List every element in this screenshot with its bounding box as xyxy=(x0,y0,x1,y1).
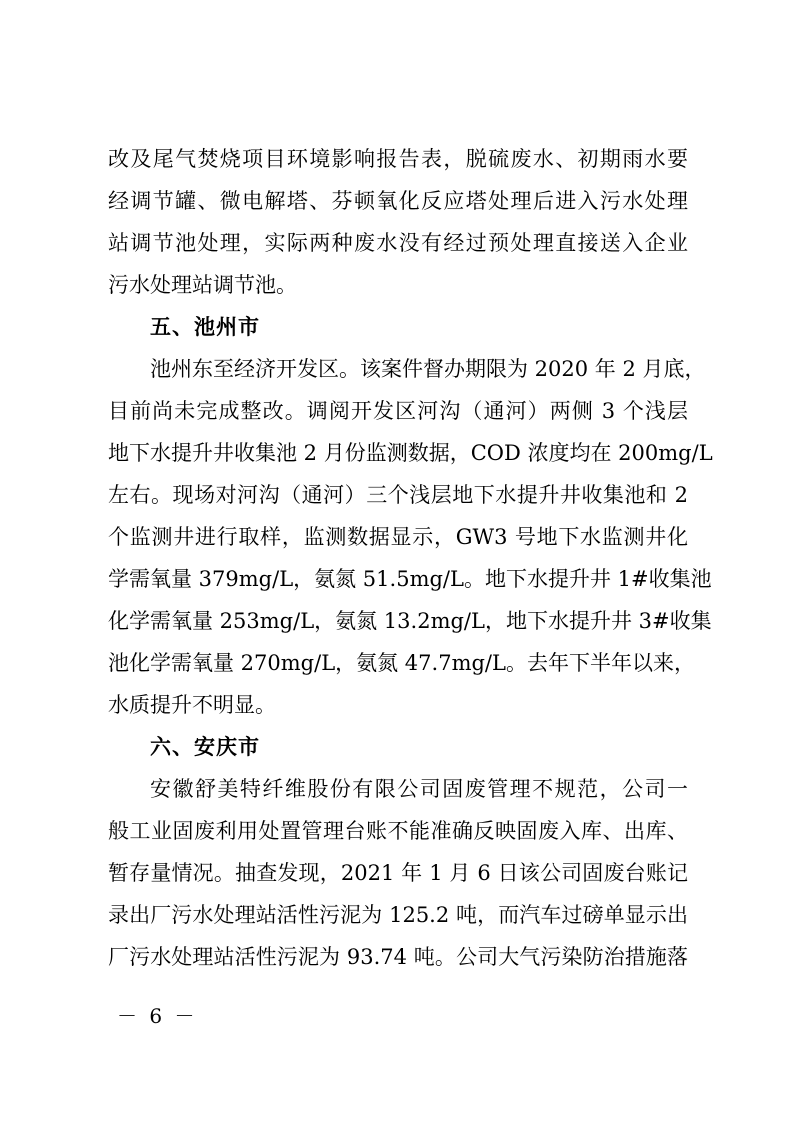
paragraph-line: 目前尚未完成整改。调阅开发区河沟（通河）两侧 3 个浅层 xyxy=(108,399,688,423)
section-heading: 五、池州市 xyxy=(150,315,260,339)
paragraph-line: 学需氧量 379mg/L，氨氮 51.5mg/L。地下水提升井 1#收集池 xyxy=(108,567,712,591)
section-heading: 六、安庆市 xyxy=(150,735,260,759)
paragraph-line: 站调节池处理，实际两种废水没有经过预处理直接送入企业 xyxy=(108,231,688,255)
paragraph-line: 水质提升不明显。 xyxy=(108,693,276,717)
paragraph-line: 化学需氧量 253mg/L，氨氮 13.2mg/L，地下水提升井 3#收集 xyxy=(108,609,712,633)
paragraph-line: 经调节罐、微电解塔、芬顿氧化反应塔处理后进入污水处理 xyxy=(108,189,688,213)
paragraph-line: 暂存量情况。抽查发现，2021 年 1 月 6 日该公司固废台账记 xyxy=(108,861,688,885)
paragraph-line: 安徽舒美特纤维股份有限公司固废管理不规范，公司一 xyxy=(150,777,688,801)
paragraph-line: 厂污水处理站活性污泥为 93.74 吨。公司大气污染防治措施落 xyxy=(108,945,688,969)
paragraph-line: 个监测井进行取样，监测数据显示，GW3 号地下水监测井化 xyxy=(108,525,688,549)
paragraph-line: 般工业固废利用处置管理台账不能准确反映固废入库、出库、 xyxy=(108,819,688,843)
paragraph-line: 改及尾气焚烧项目环境影响报告表，脱硫废水、初期雨水要 xyxy=(108,147,688,171)
page-number: － 6 － xyxy=(117,1004,198,1028)
paragraph-line: 池化学需氧量 270mg/L，氨氮 47.7mg/L。去年下半年以来， xyxy=(108,651,695,675)
paragraph-line: 池州东至经济开发区。该案件督办期限为 2020 年 2 月底， xyxy=(150,357,706,381)
paragraph-line: 左右。现场对河沟（通河）三个浅层地下水提升井收集池和 2 xyxy=(108,483,688,507)
paragraph-line: 地下水提升井收集池 2 月份监测数据，COD 浓度均在 200mg/L xyxy=(108,441,713,465)
paragraph-line: 录出厂污水处理站活性污泥为 125.2 吨，而汽车过磅单显示出 xyxy=(108,903,688,927)
paragraph-line: 污水处理站调节池。 xyxy=(108,273,297,297)
